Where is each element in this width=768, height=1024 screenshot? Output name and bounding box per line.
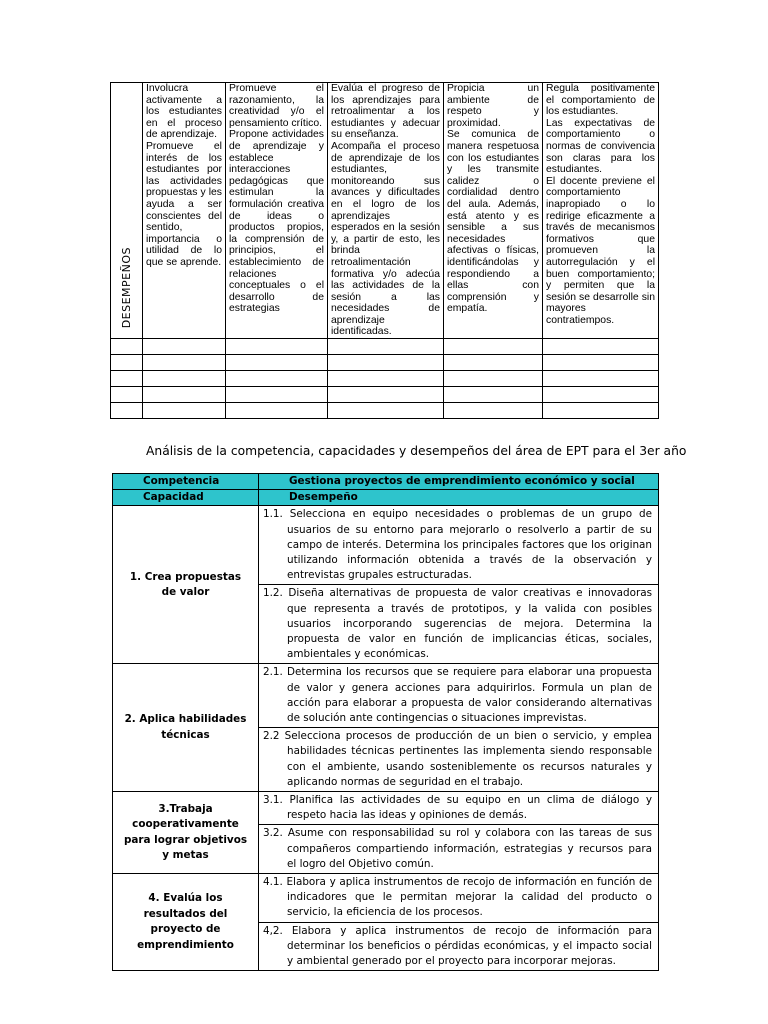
desempeno-3-text: Acompaña el proceso de aprendizaje de los estudiantes, monitoreando sus avances y dificultades en el logro de los aprendizajes esperados en la sesión y, a partir de esto, les brinda retroalimentación formativa y/o adecúa las actividades de la sesión a las necesidades de aprendizaje identificadas. <box>331 140 440 338</box>
performance-2-1: 2.1. Determina los recursos que se requiere para elaborar una propuesta de valor y genera acciones para adquirirlos. Formula un plan de acción para elaborar a propuesta de valor considerando alternativas de solución ante contingencias o situaciones imprevistas. <box>259 664 659 728</box>
capacidad-header-row <box>113 490 659 506</box>
empty-row <box>111 387 659 403</box>
desempeno-5-text-a: Las expectativas de comportamiento o normas de convivencia son claras para los estudiantes. <box>546 117 655 176</box>
capacity-4: 4. Evalúa los resultados del proyecto de emprendimiento <box>113 874 259 971</box>
capacity-row <box>113 792 659 825</box>
performance-4-2: 4,2. Elabora y aplica instrumentos de recojo de información para determinar los beneficios o pérdidas económicas, y el impacto social y ambiental generado por el proyecto para incorporar mejoras. <box>259 922 659 971</box>
desempeno-cell-2 <box>226 83 328 339</box>
competency-table <box>112 473 659 971</box>
desempeno-4-title: Propicia un ambiente de respeto y proximidad. <box>447 83 539 129</box>
desempenos-label-cell <box>111 83 143 339</box>
capacity-2: 2. Aplica habilidades técnicas <box>113 664 259 792</box>
capacity-row <box>113 506 659 585</box>
desempeno-cell-5 <box>543 83 659 339</box>
performance-1-2: 1.2. Diseña alternativas de propuesta de valor creativas e innovadoras que representa a través de prototipos, y la valida con posibles usuarios incorporando sugerencias de mejora. Determina la propuesta de valor en función de implicancias éticas, sociales, ambientales y económicas. <box>259 585 659 664</box>
desempeno-4-text: Se comunica de manera respetuosa con los estudiantes y les transmite calidez o cordialidad dentro del aula. Además, está atento y es sensible a sus necesidades afectivas o físicas, identificándolas y respondiendo a ellas con comprensión y empatía. <box>447 129 539 315</box>
empty-row <box>111 339 659 355</box>
desempeno-2-text: Propone actividades de aprendizaje y establece interacciones pedagógicas que estimulan la formulación creativa de ideas o productos propios, la comprensión de principios, el establecimiento de relaciones conceptuales o el desarrollo de estrategias <box>229 129 324 315</box>
capacidad-label: Capacidad <box>113 490 259 506</box>
section-heading: Análisis de la competencia, capacidades y desempeños del área de EPT para el 3er año <box>146 444 687 458</box>
competencia-header-row <box>113 474 659 490</box>
competencia-label: Competencia <box>113 474 259 490</box>
desempeno-cell-4 <box>444 83 543 339</box>
empty-row <box>111 371 659 387</box>
performance-3-2: 3.2. Asume con responsabilidad su rol y colabora con las tareas de sus compañeros compartiendo información, estrategias y recursos para el logro del Objetivo común. <box>259 825 659 874</box>
capacity-1: 1. Crea propuestas de valor <box>113 506 259 664</box>
empty-row <box>111 355 659 371</box>
desempenos-row <box>111 83 659 339</box>
desempeno-cell-3 <box>328 83 444 339</box>
competencia-value: Gestiona proyectos de emprendimiento económico y social <box>259 474 659 490</box>
performance-3-1: 3.1. Planifica las actividades de su equipo en un clima de diálogo y respeto hacia las ideas y opiniones de demás. <box>259 792 659 825</box>
desempeno-2-title: Promueve el razonamiento, la creatividad y/o el pensamiento crítico. <box>229 83 324 129</box>
desempeno-3-title: Evalúa el progreso de los aprendizajes para retroalimentar a los estudiantes y adecuar su enseñanza. <box>331 83 440 141</box>
capacity-3: 3.Trabaja cooperativamente para lograr objetivos y metas <box>113 792 259 874</box>
desempenos-label: DESEMPEÑOS <box>119 247 133 329</box>
desempeno-1-title: Involucra activamente a los estudiantes en el proceso de aprendizaje. <box>146 83 222 141</box>
performance-1-1: 1.1. Selecciona en equipo necesidades o problemas de un grupo de usuarios de su entorno para mejorarlo o resolverlo a partir de su campo de interés. Determina los principales factores que los originan utilizando información obtenida a través de la observación y entrevistas grupales estructuradas. <box>259 506 659 585</box>
performance-2-2: 2.2 Selecciona procesos de producción de un bien o servicio, y emplea habilidades técnicas pertinentes las implementa siendo responsable con el ambiente, usando sosteniblemente os recursos naturales y aplicando normas de seguridad en el trabajo. <box>259 728 659 792</box>
desempeno-cell-1 <box>143 83 226 339</box>
desempeno-5-text-b: El docente previene el comportamiento inapropiado o lo redirige eficazmente a través de mecanismos formativos que promueven la autorregulación y el buen comportamiento; y permiten que la sesión se desarrolle sin mayores contratiempos. <box>546 175 655 326</box>
capacity-row <box>113 664 659 728</box>
empty-row <box>111 403 659 419</box>
performance-4-1: 4.1. Elabora y aplica instrumentos de recojo de información en función de indicadores que le permitan mejorar la calidad del producto o servicio, la eficiencia de los procesos. <box>259 874 659 923</box>
desempeno-label: Desempeño <box>259 490 659 506</box>
desempeno-5-title: Regula positivamente el comportamiento de los estudiantes. <box>546 83 655 118</box>
desempenos-table <box>110 82 659 419</box>
capacity-row <box>113 874 659 923</box>
desempeno-1-text: Promueve el interés de los estudiantes por las actividades propuestas y les ayuda a ser conscientes del sentido, importancia o utilidad de lo que se aprende. <box>146 140 222 268</box>
